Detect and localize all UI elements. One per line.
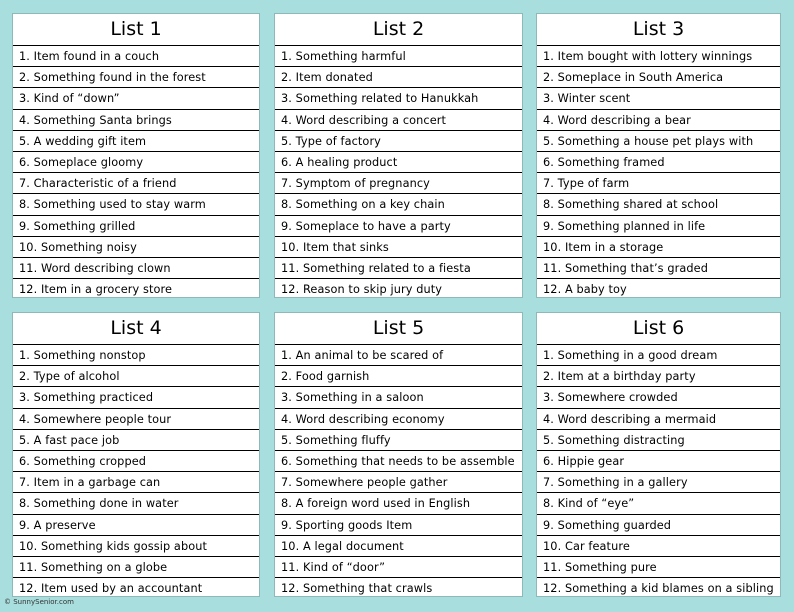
- list-item: 9. Sporting goods Item: [275, 515, 522, 536]
- list-item: 7. Somewhere people gather: [275, 472, 522, 493]
- list-item: 4. Word describing economy: [275, 409, 522, 430]
- list-title: List 2: [275, 14, 522, 46]
- list-item: 10. Item that sinks: [275, 237, 522, 258]
- list-item: 9. Someplace to have a party: [275, 216, 522, 237]
- list-item: 7. Type of farm: [537, 173, 780, 194]
- list-items: [537, 345, 780, 599]
- list-item: 1. Something nonstop: [13, 345, 259, 366]
- list-item: 11. Something pure: [537, 557, 780, 578]
- copyright-footer: © SunnySenior.com: [4, 598, 74, 606]
- list-item: 4. Word describing a mermaid: [537, 409, 780, 430]
- list-item: 11. Something related to a fiesta: [275, 258, 522, 279]
- list-4-card: [12, 312, 260, 597]
- list-item: 3. Something related to Hanukkah: [275, 88, 522, 109]
- list-item: 6. Something framed: [537, 152, 780, 173]
- list-item: 8. A foreign word used in English: [275, 493, 522, 514]
- list-item: 6. Hippie gear: [537, 451, 780, 472]
- list-item: 10. Car feature: [537, 536, 780, 557]
- list-item: 3. Something in a saloon: [275, 387, 522, 408]
- list-item: 1. Something harmful: [275, 46, 522, 67]
- list-item: 8. Something shared at school: [537, 194, 780, 215]
- list-2-card: [274, 13, 523, 298]
- list-item: 12. A baby toy: [543, 283, 627, 297]
- list-items: [537, 46, 780, 300]
- list-item: 4. Word describing a bear: [537, 110, 780, 131]
- list-item: 3. Winter scent: [537, 88, 780, 109]
- list-item: 2. Someplace in South America: [537, 67, 780, 88]
- list-item: 2. Item at a birthday party: [537, 366, 780, 387]
- list-title: List 3: [537, 14, 780, 46]
- list-item: 3. Something practiced: [13, 387, 259, 408]
- list-item: 3. Kind of “down”: [13, 88, 259, 109]
- list-item: 10. Something noisy: [13, 237, 259, 258]
- list-item: 2. Something found in the forest: [13, 67, 259, 88]
- list-item: 8. Kind of “eye”: [537, 493, 780, 514]
- list-item: 10. A legal document: [275, 536, 522, 557]
- list-item: 4. Word describing a concert: [275, 110, 522, 131]
- list-item: 11. Kind of “door”: [275, 557, 522, 578]
- list-item: 1. Item bought with lottery winnings: [537, 46, 780, 67]
- list-item: 9. A preserve: [13, 515, 259, 536]
- list-item: 8. Something used to stay warm: [13, 194, 259, 215]
- list-item: 1. Something in a good dream: [537, 345, 780, 366]
- list-item: 9. Something planned in life: [537, 216, 780, 237]
- list-title: List 6: [537, 313, 780, 345]
- list-title: List 4: [13, 313, 259, 345]
- list-item: 7. Characteristic of a friend: [13, 173, 259, 194]
- list-items: [275, 46, 522, 300]
- list-item: 12. Item used by an accountant: [19, 582, 203, 596]
- list-item: 9. Something grilled: [13, 216, 259, 237]
- list-item: 5. A fast pace job: [13, 430, 259, 451]
- list-item: 5. A wedding gift item: [13, 131, 259, 152]
- list-item: 12. Item in a grocery store: [19, 283, 173, 297]
- list-item: 10. Item in a storage: [537, 237, 780, 258]
- list-item: 6. A healing product: [275, 152, 522, 173]
- list-item: 6. Someplace gloomy: [13, 152, 259, 173]
- list-item: 4. Somewhere people tour: [13, 409, 259, 430]
- list-title: List 1: [13, 14, 259, 46]
- list-items: [13, 46, 259, 300]
- list-item: 1. An animal to be scared of: [275, 345, 522, 366]
- list-item: 6. Something cropped: [13, 451, 259, 472]
- list-item: 11. Word describing clown: [13, 258, 259, 279]
- list-items: [13, 345, 259, 599]
- list-title: List 5: [275, 313, 522, 345]
- list-item: 12. Something a kid blames on a sibling: [543, 582, 774, 596]
- list-6-card: [536, 312, 781, 597]
- list-item: 2. Food garnish: [275, 366, 522, 387]
- list-item: 9. Something guarded: [537, 515, 780, 536]
- list-item: 4. Something Santa brings: [13, 110, 259, 131]
- list-item: 10. Something kids gossip about: [13, 536, 259, 557]
- list-items: [275, 345, 522, 599]
- list-item: 6. Something that needs to be assemble: [275, 451, 522, 472]
- list-item: 7. Item in a garbage can: [13, 472, 259, 493]
- list-item: 12. Reason to skip jury duty: [281, 283, 443, 297]
- list-item: 1. Item found in a couch: [13, 46, 259, 67]
- list-item: 5. Something fluffy: [275, 430, 522, 451]
- list-1-card: [12, 13, 260, 298]
- list-item: 11. Something that’s graded: [537, 258, 780, 279]
- list-item: 5. Type of factory: [275, 131, 522, 152]
- list-item: 11. Something on a globe: [13, 557, 259, 578]
- list-item: 7. Symptom of pregnancy: [275, 173, 522, 194]
- list-item: 7. Something in a gallery: [537, 472, 780, 493]
- list-item: 8. Something done in water: [13, 493, 259, 514]
- list-item: 3. Somewhere crowded: [537, 387, 780, 408]
- list-3-card: [536, 13, 781, 298]
- list-item: 2. Item donated: [275, 67, 522, 88]
- list-item: 2. Type of alcohol: [13, 366, 259, 387]
- list-5-card: [274, 312, 523, 597]
- list-item: 5. Something distracting: [537, 430, 780, 451]
- list-item: 8. Something on a key chain: [275, 194, 522, 215]
- list-item: 5. Something a house pet plays with: [537, 131, 780, 152]
- list-item: 12. Something that crawls: [281, 582, 433, 596]
